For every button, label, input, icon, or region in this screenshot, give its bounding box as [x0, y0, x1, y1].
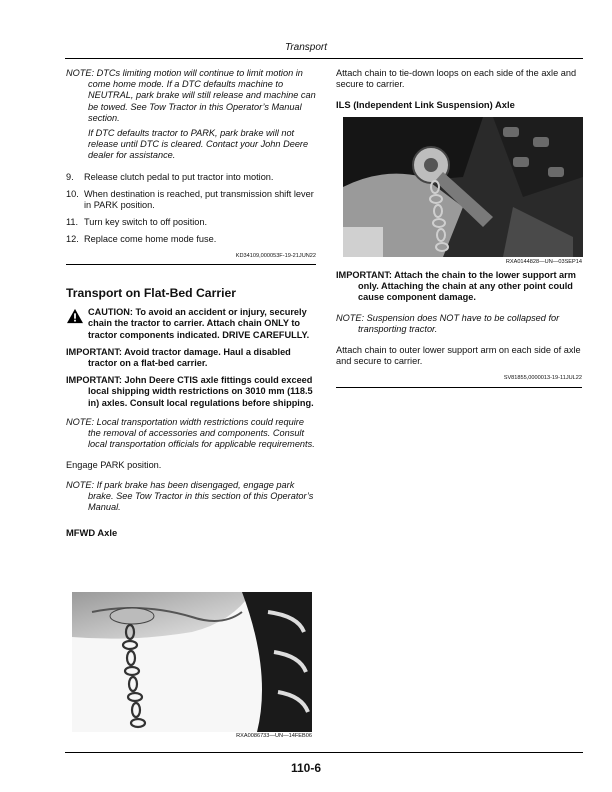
- warning-triangle-icon: [66, 308, 84, 324]
- step-item: [66, 189, 316, 211]
- running-header: Transport: [284, 42, 328, 53]
- ils-axle-title: ILS (Independent Link Suspension) Axle: [336, 99, 515, 111]
- attach-tiedown-text: Attach chain to tie-down loops on each side of the axle and secure to carrier.: [336, 68, 577, 90]
- step-number: 11.: [66, 217, 79, 228]
- right-column-lower: [336, 270, 582, 385]
- footer-rule: [65, 752, 583, 753]
- step-item: [66, 172, 316, 183]
- attach-outer-text: Attach chain to outer lower support arm on each side of axle and secure to carrier.: [336, 345, 581, 367]
- step-number: 12.: [66, 234, 79, 245]
- figure-caption: RXA0144828—UN—03SEP14: [505, 259, 582, 265]
- important-avoid-damage: IMPORTANT: Avoid tractor damage. Haul a disabled tractor on a flat-bed carrier.: [66, 346, 291, 369]
- figure-caption: RXA0086733—UN—14FEB06: [236, 733, 312, 739]
- flatbed-section: [66, 288, 316, 538]
- step-list: [66, 172, 316, 246]
- step-text: Turn key switch to off position.: [84, 217, 208, 228]
- right-column: [336, 68, 582, 111]
- note-dtc-neutral: NOTE: DTCs limiting motion will continue to limit motion in come home mode. If a DTC defaults machine to NEUTRAL, park brake will still release and machine can be towed. See Tow Tractor in this Operator’s Manual section.: [66, 68, 316, 123]
- ils-axle-photo: [343, 117, 583, 257]
- note-suspension: NOTE: Suspension does NOT have to be collapsed for transporting tractor.: [336, 312, 560, 334]
- mfwd-axle-title: MFWD Axle: [66, 527, 118, 539]
- note-width-restrictions: NOTE: Local transportation width restrictions could require the removal of accessories and components. Consult local transportation officials for applicable requirements.: [66, 416, 315, 450]
- header-rule: [65, 58, 583, 59]
- engage-park-text: Engage PARK position.: [66, 460, 162, 471]
- step-number: 9.: [66, 171, 74, 182]
- caution-text: CAUTION: To avoid an accident or injury, securely chain the tractor to carrier. Attach chain ONLY to tractor components indicated. DRIVE CAREFULLY.: [88, 307, 310, 340]
- caution-block: [66, 307, 316, 341]
- section-title: Transport on Flat-Bed Carrier: [66, 286, 236, 300]
- step-number: 10.: [66, 188, 79, 199]
- important-ctis: IMPORTANT: John Deere CTIS axle fittings could exceed local shipping width restrictions on 3010 mm (118.5 in) axles. Consult local regulations before shipping.: [66, 375, 314, 408]
- mfwd-axle-photo: [72, 592, 312, 732]
- left-column: [66, 68, 316, 262]
- important-lower-support: IMPORTANT: Attach the chain to the lower support arm only. Attaching the chain at any other point could cause component damage.: [336, 270, 576, 303]
- step-text: Replace come home mode fuse.: [84, 234, 217, 245]
- note-park-brake: NOTE: If park brake has been disengaged, engage park brake. See Tow Tractor in this section of this Operator’s Manual.: [66, 479, 314, 513]
- step-text: Release clutch pedal to put tractor into motion.: [84, 171, 274, 182]
- step-text: When destination is reached, put transmission shift lever in PARK position.: [84, 188, 314, 211]
- step-item: [66, 217, 316, 228]
- reference-code: KD34109,000053F-19-21JUN22: [235, 252, 316, 259]
- mfwd-axle-figure: [72, 592, 312, 732]
- step-item: [66, 234, 316, 245]
- page-number: 110-6: [290, 761, 322, 775]
- section-rule: [336, 387, 582, 388]
- section-rule: [66, 264, 316, 265]
- reference-code: SV81855,0000013-19-11JUL22: [503, 375, 582, 382]
- ils-axle-figure: [343, 117, 583, 257]
- note-dtc-park: If DTC defaults tractor to PARK, park brake will not release until DTC is cleared. Contact your John Deere dealer for assistance.: [88, 128, 309, 161]
